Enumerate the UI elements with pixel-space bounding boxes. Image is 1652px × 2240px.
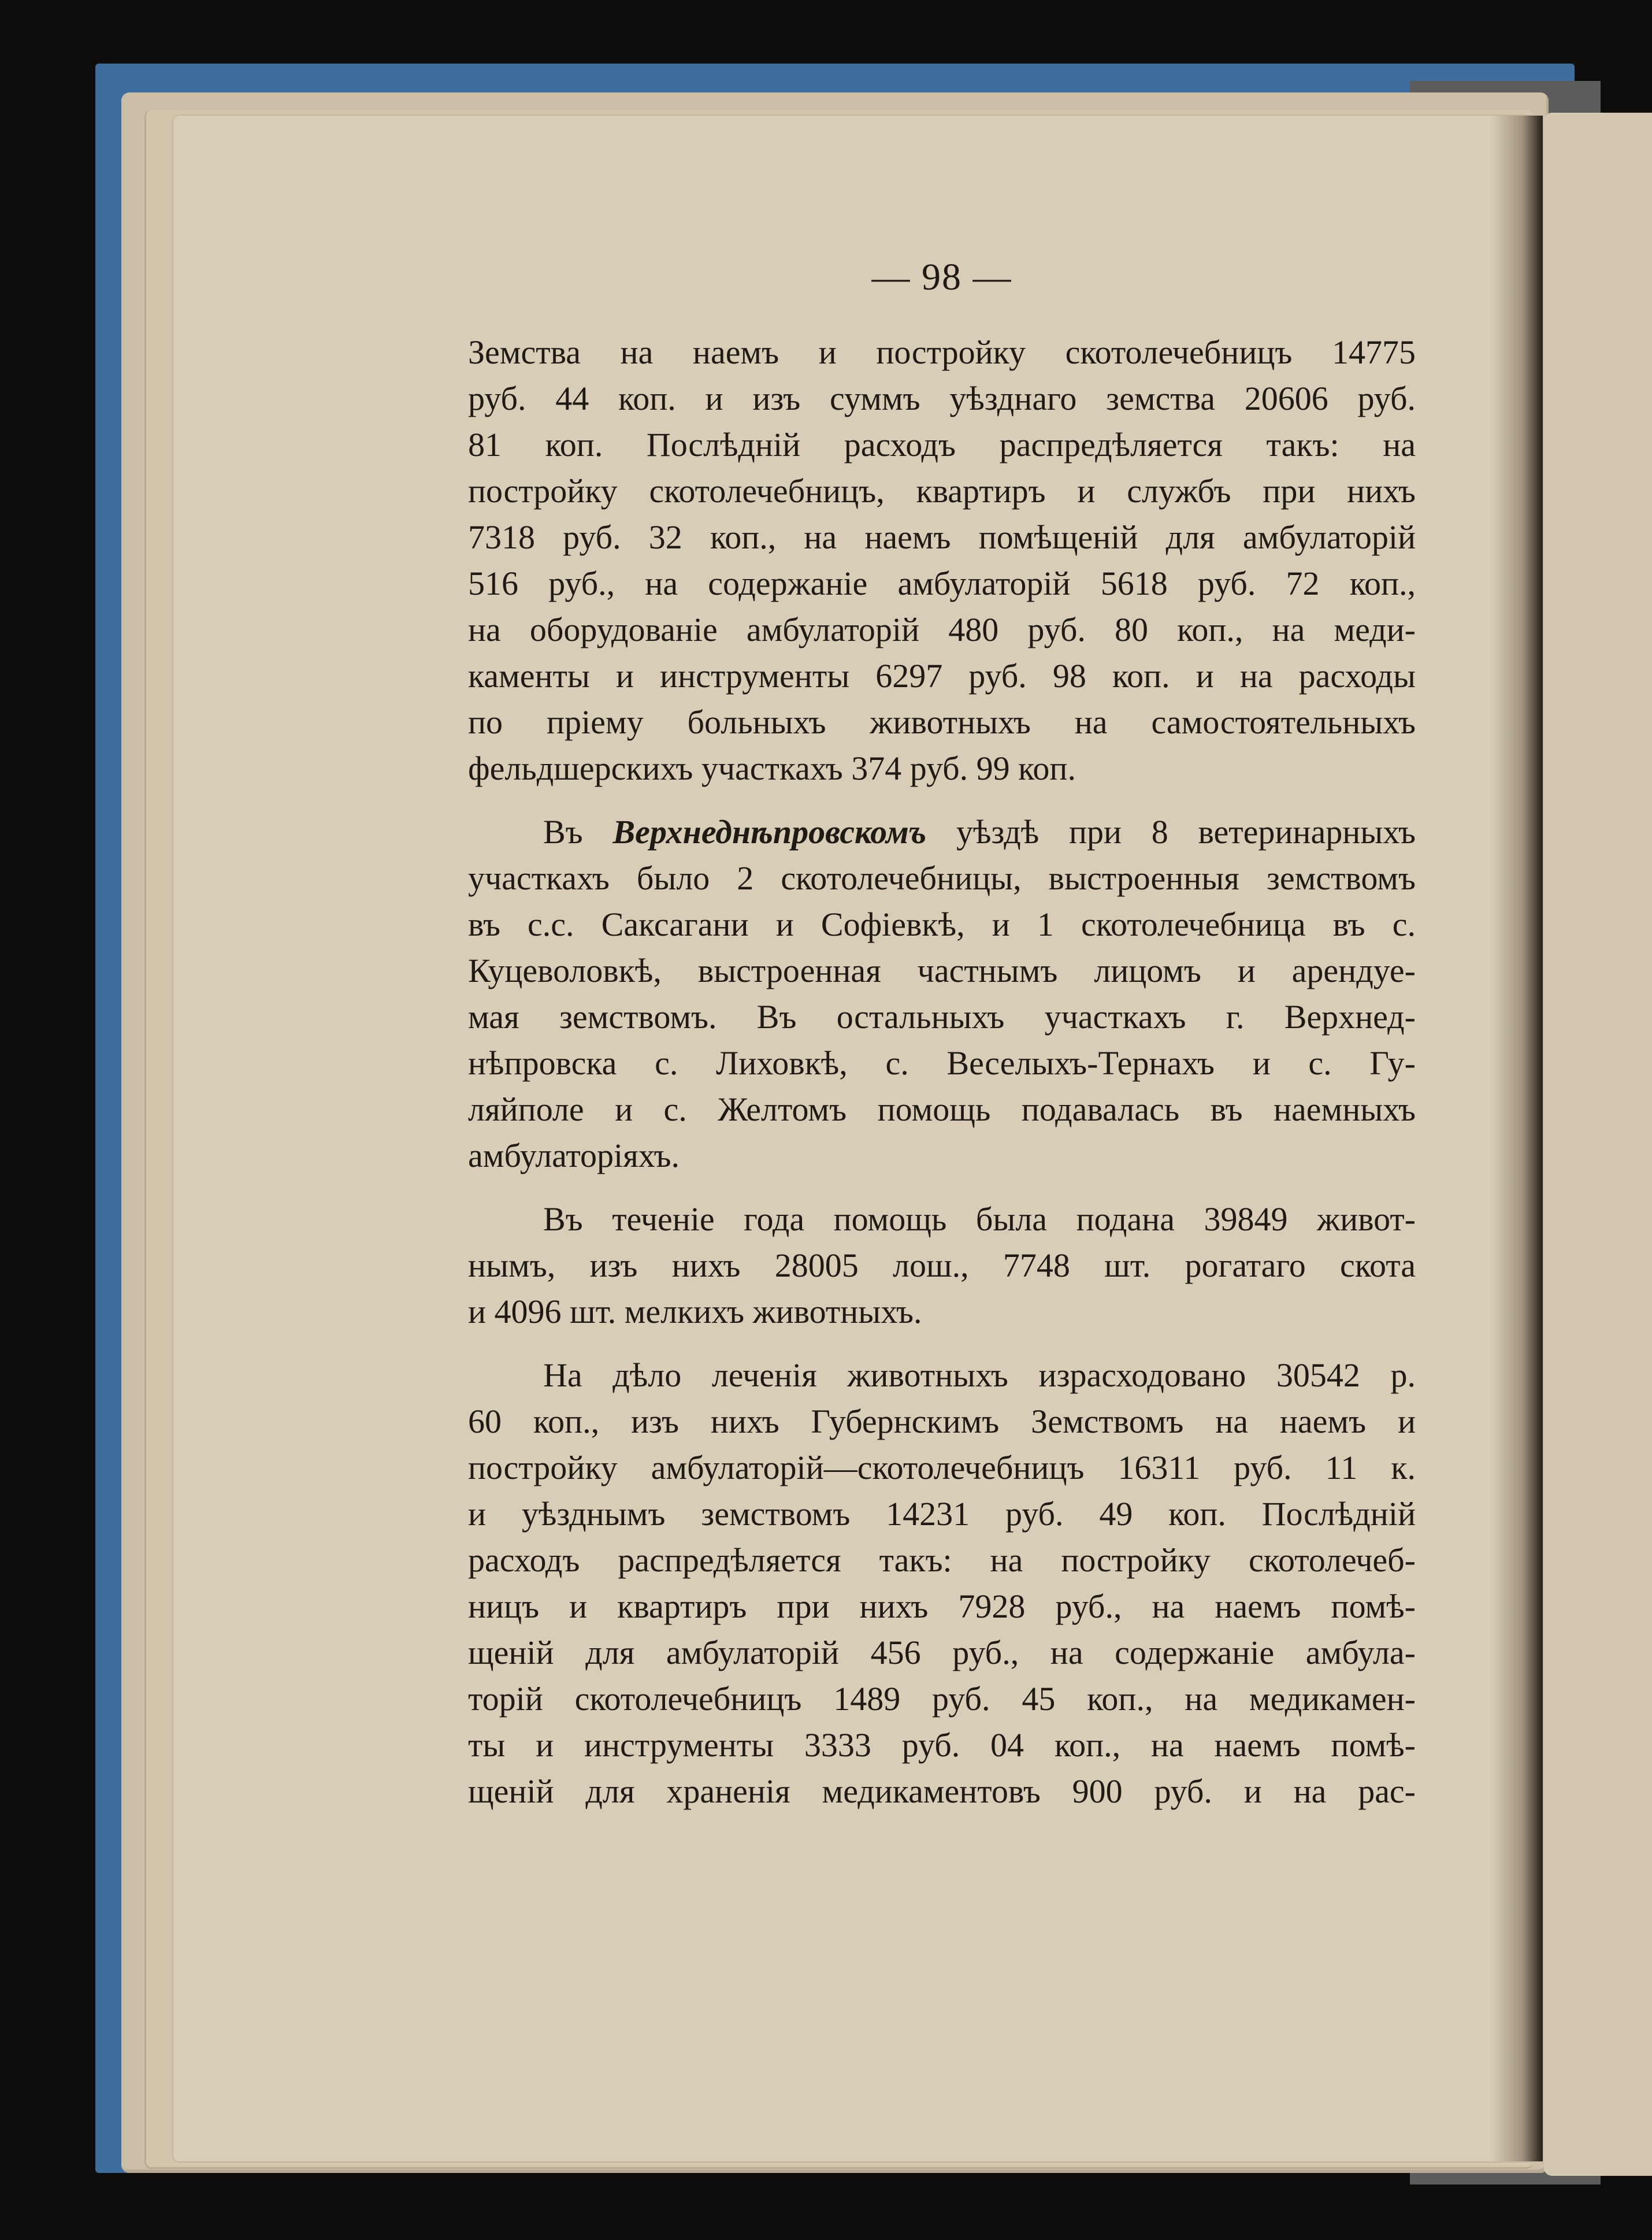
text-line: торій скотолечебницъ 1489 руб. 45 коп., на медикамен-: [468, 1680, 1416, 1718]
text-line: участкахъ было 2 скотолечебницы, выстроенныя земствомъ: [468, 859, 1416, 897]
text-line: амбулаторіяхъ.: [468, 1137, 680, 1174]
text-line: фельдшерскихъ участкахъ 374 руб. 99 коп.: [468, 750, 1076, 787]
facing-page-edge: [1544, 113, 1652, 2176]
page-text: [468, 249, 1416, 1815]
text-line: постройку амбулаторій—скотолечебницъ 16311 руб. 11 к.: [468, 1449, 1416, 1486]
text-line: по пріему больныхъ животныхъ на самостоятельныхъ: [468, 703, 1416, 741]
text-run: уѣздѣ при 8 ветеринарныхъ: [926, 813, 1416, 851]
text-line: въ с.с. Саксагани и Софіевкѣ, и 1 скотолечебница въ с.: [468, 906, 1416, 943]
text-line: ляйполе и с. Желтомъ помощь подавалась въ наемныхъ: [468, 1091, 1416, 1128]
text-line: мая земствомъ. Въ остальныхъ участкахъ г. Верхнед-: [468, 998, 1416, 1036]
text-line: 516 руб., на содержаніе амбулаторій 5618 руб. 72 коп.,: [468, 565, 1416, 602]
text-line: ницъ и квартиръ при нихъ 7928 руб., на наемъ помѣ-: [468, 1588, 1416, 1625]
text-line: Въ теченіе года помощь была подана 39849 живот-: [543, 1200, 1416, 1238]
text-line: [468, 809, 1416, 855]
text-line: 81 коп. Послѣдній расходъ распредѣляется такъ: на: [468, 426, 1416, 463]
paragraph-1: [468, 329, 1416, 792]
page-gutter: [1491, 116, 1543, 2161]
paragraph-4: [468, 1352, 1416, 1815]
text-line: и уѣзднымъ земствомъ 14231 руб. 49 коп. Послѣдній: [468, 1495, 1416, 1533]
text-line: Земства на наемъ и постройку скотолечебницъ 14775: [468, 333, 1416, 371]
text-line: расходъ распредѣляется такъ: на постройку скотолечеб-: [468, 1541, 1416, 1579]
text-line: на оборудованіе амбулаторій 480 руб. 80 коп., на меди-: [468, 611, 1416, 648]
text-line: нымъ, изъ нихъ 28005 лош., 7748 шт. рогатаго скота: [468, 1247, 1416, 1284]
page-number: — 98 —: [871, 256, 1012, 298]
paragraph-3: [468, 1196, 1416, 1335]
text-line: щеній для амбулаторій 456 руб., на содержаніе амбула-: [468, 1634, 1416, 1671]
text-line: 7318 руб. 32 коп., на наемъ помѣщеній для амбулаторій: [468, 518, 1416, 556]
text-line: щеній для храненія медикаментовъ 900 руб. и на рас-: [468, 1772, 1416, 1810]
text-line: 60 коп., изъ нихъ Губернскимъ Земствомъ на наемъ и: [468, 1403, 1416, 1440]
paragraph-2: [468, 809, 1416, 1179]
text-line: Куцеволовкѣ, выстроенная частнымъ лицомъ и арендуе-: [468, 952, 1416, 989]
text-line: ты и инструменты 3333 руб. 04 коп., на наемъ помѣ-: [468, 1726, 1416, 1764]
text-line: руб. 44 коп. и изъ суммъ уѣзднаго земства 20606 руб.: [468, 380, 1416, 417]
district-name: Верхнеднѣпровскомъ: [612, 813, 927, 851]
text-line: нѣпровска с. Лиховкѣ, с. Веселыхъ-Тернахъ и с. Гу-: [468, 1044, 1416, 1082]
text-run: Въ: [543, 813, 613, 851]
text-line: постройку скотолечебницъ, квартиръ и службъ при нихъ: [468, 472, 1416, 510]
text-line: На дѣло леченія животныхъ израсходовано 30542 р.: [543, 1356, 1416, 1394]
text-line: каменты и инструменты 6297 руб. 98 коп. и на расходы: [468, 657, 1416, 695]
text-line: и 4096 шт. мелкихъ животныхъ.: [468, 1293, 922, 1330]
